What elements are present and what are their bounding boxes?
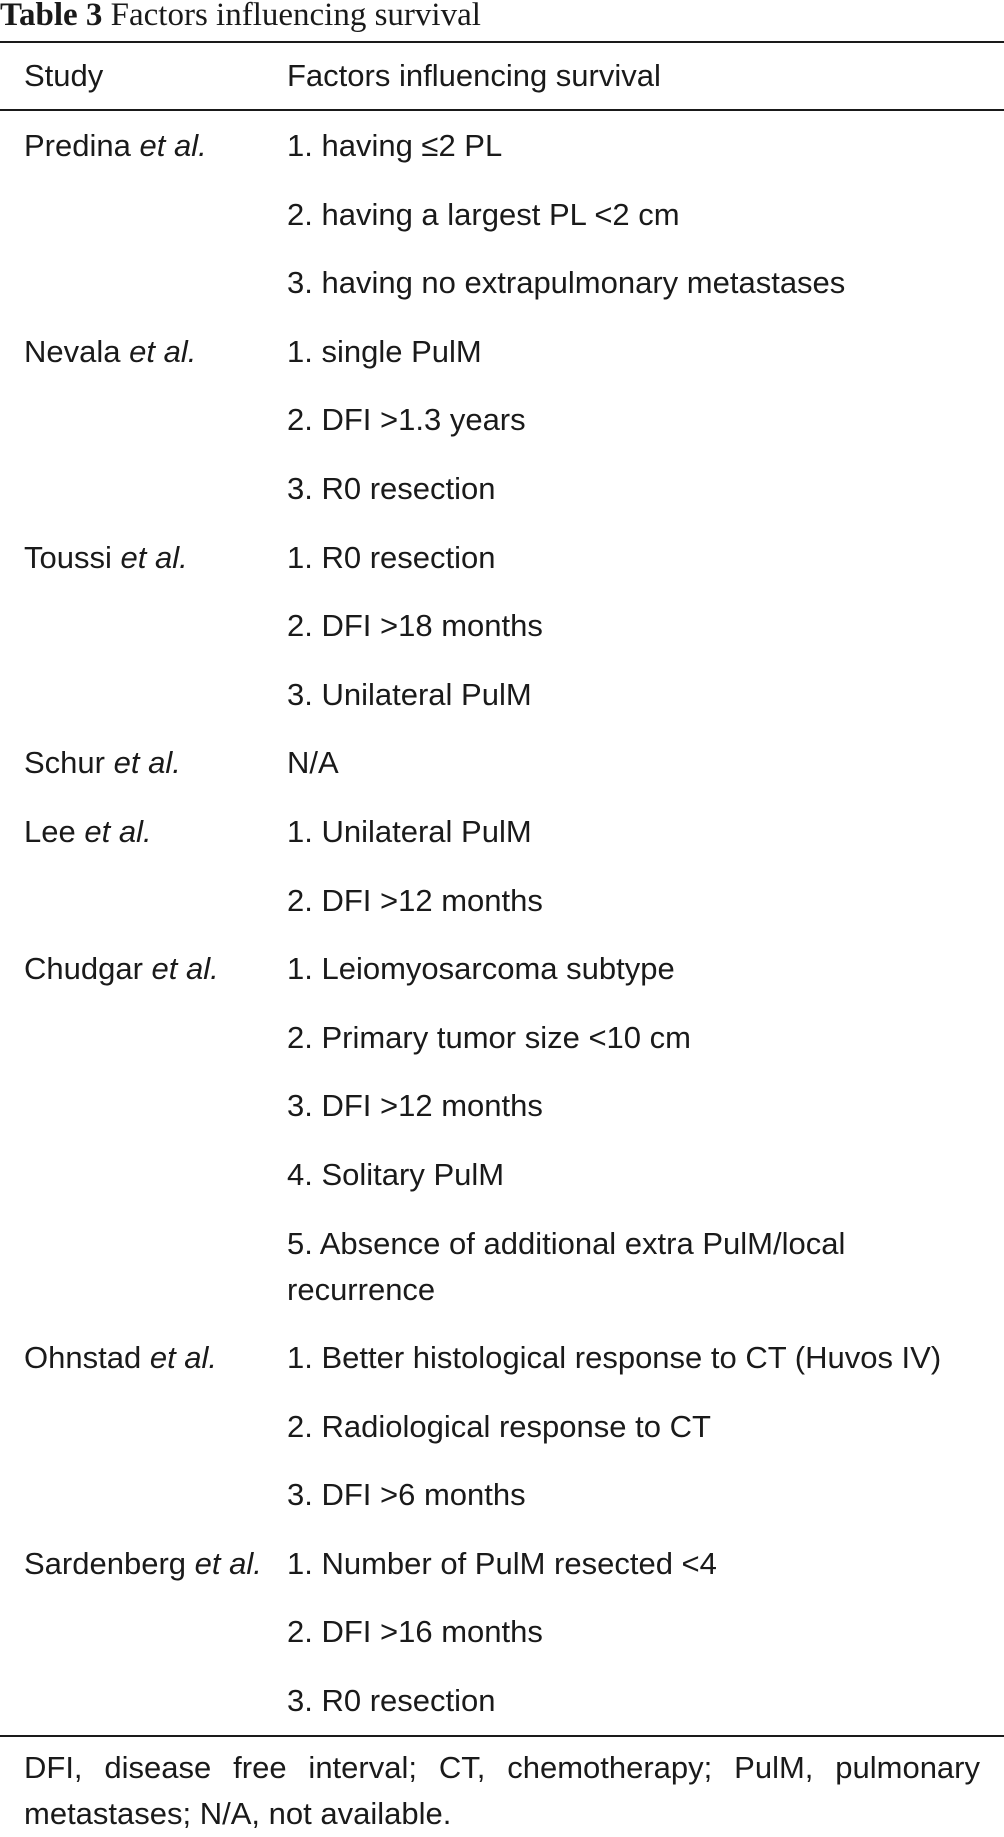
factor-item: 3. R0 resection (287, 1683, 496, 1719)
top-rule (0, 41, 1004, 43)
study-etal: et al. (120, 539, 188, 575)
study-etal: et al. (151, 951, 219, 987)
factor-item: 1. single PulM (287, 333, 482, 369)
factor-item: 2. DFI >16 months (287, 1614, 543, 1650)
factor-item: 3. R0 resection (287, 470, 496, 506)
table-row (0, 524, 1004, 730)
factor-item: 4. Solitary PulM (287, 1156, 505, 1192)
factors-cell (287, 729, 992, 798)
factor-item: 1. R0 resection (287, 539, 496, 575)
factor-item: 1. Better histological response to CT (Huvos IV) (287, 1340, 942, 1376)
factor-item: 3. DFI >12 months (287, 1088, 543, 1124)
study-etal: et al. (139, 128, 207, 163)
study-author: Chudgar (24, 951, 143, 987)
caption-title: Factors influencing survival (110, 0, 481, 33)
table-body (0, 112, 1004, 1736)
caption-label: Table 3 (0, 0, 103, 33)
factors-cell (287, 524, 992, 730)
factors-cell (287, 798, 992, 935)
factor-item: 2. having a largest PL <2 cm (287, 196, 680, 232)
table-row (0, 1530, 1004, 1736)
table-row (0, 112, 1004, 318)
study-author: Toussi (24, 539, 112, 575)
factor-item: 2. Radiological response to CT (287, 1408, 711, 1444)
header-factors: Factors influencing survival (287, 58, 661, 93)
factor-item: 3. DFI >6 months (287, 1477, 526, 1513)
study-author: Predina (24, 128, 131, 163)
study-cell (24, 1530, 262, 1599)
factors-cell (287, 1324, 992, 1530)
factor-item: 2. DFI >1.3 years (287, 402, 526, 438)
study-cell (24, 729, 181, 798)
table-row (0, 935, 1004, 1324)
table-row (0, 1324, 1004, 1530)
study-cell (24, 318, 196, 387)
header-study: Study (24, 58, 104, 93)
factors-cell (287, 112, 992, 318)
factors-cell (287, 1530, 992, 1736)
study-cell (24, 112, 207, 181)
study-author: Ohnstad (24, 1340, 142, 1376)
factors-cell (287, 935, 992, 1324)
bottom-rule (0, 1735, 1004, 1737)
study-etal: et al. (129, 333, 197, 369)
factor-item: 1. Unilateral PulM (287, 813, 532, 849)
table-header-row (0, 44, 1004, 108)
study-etal: et al. (194, 1545, 262, 1581)
study-etal: et al. (113, 745, 181, 781)
factor-item: 3. having no extrapulmonary metastases (287, 265, 846, 301)
study-cell (24, 524, 188, 593)
study-author: Schur (24, 745, 105, 781)
study-author: Nevala (24, 333, 121, 369)
study-author: Lee (24, 813, 76, 849)
study-author: Sardenberg (24, 1545, 187, 1581)
factor-item: 3. Unilateral PulM (287, 676, 532, 712)
table-row (0, 318, 1004, 524)
study-etal: et al. (149, 1340, 218, 1376)
header-rule (0, 109, 1004, 111)
factor-item: 2. DFI >18 months (287, 608, 543, 644)
factor-item: N/A (287, 745, 339, 781)
table-row (0, 729, 1004, 798)
study-etal: et al. (84, 813, 152, 849)
table-row (0, 798, 1004, 935)
factor-item: 1. Number of PulM resected <4 (287, 1545, 717, 1581)
study-cell (24, 798, 152, 867)
study-cell (24, 1324, 217, 1393)
factor-item: 5. Absence of additional extra PulM/local recurrence (287, 1225, 846, 1307)
table-footnote: DFI, disease free interval; CT, chemotherapy; PulM, pulmonary metastases; N/A, not available. (24, 1750, 980, 1831)
factor-item: 2. Primary tumor size <10 cm (287, 1019, 691, 1055)
factor-item: 1. Leiomyosarcoma subtype (287, 951, 675, 987)
factor-item: 1. having ≤2 PL (287, 128, 503, 163)
factor-item: 2. DFI >12 months (287, 882, 543, 918)
table-caption (0, 0, 481, 38)
study-cell (24, 935, 219, 1004)
factors-cell (287, 318, 992, 524)
